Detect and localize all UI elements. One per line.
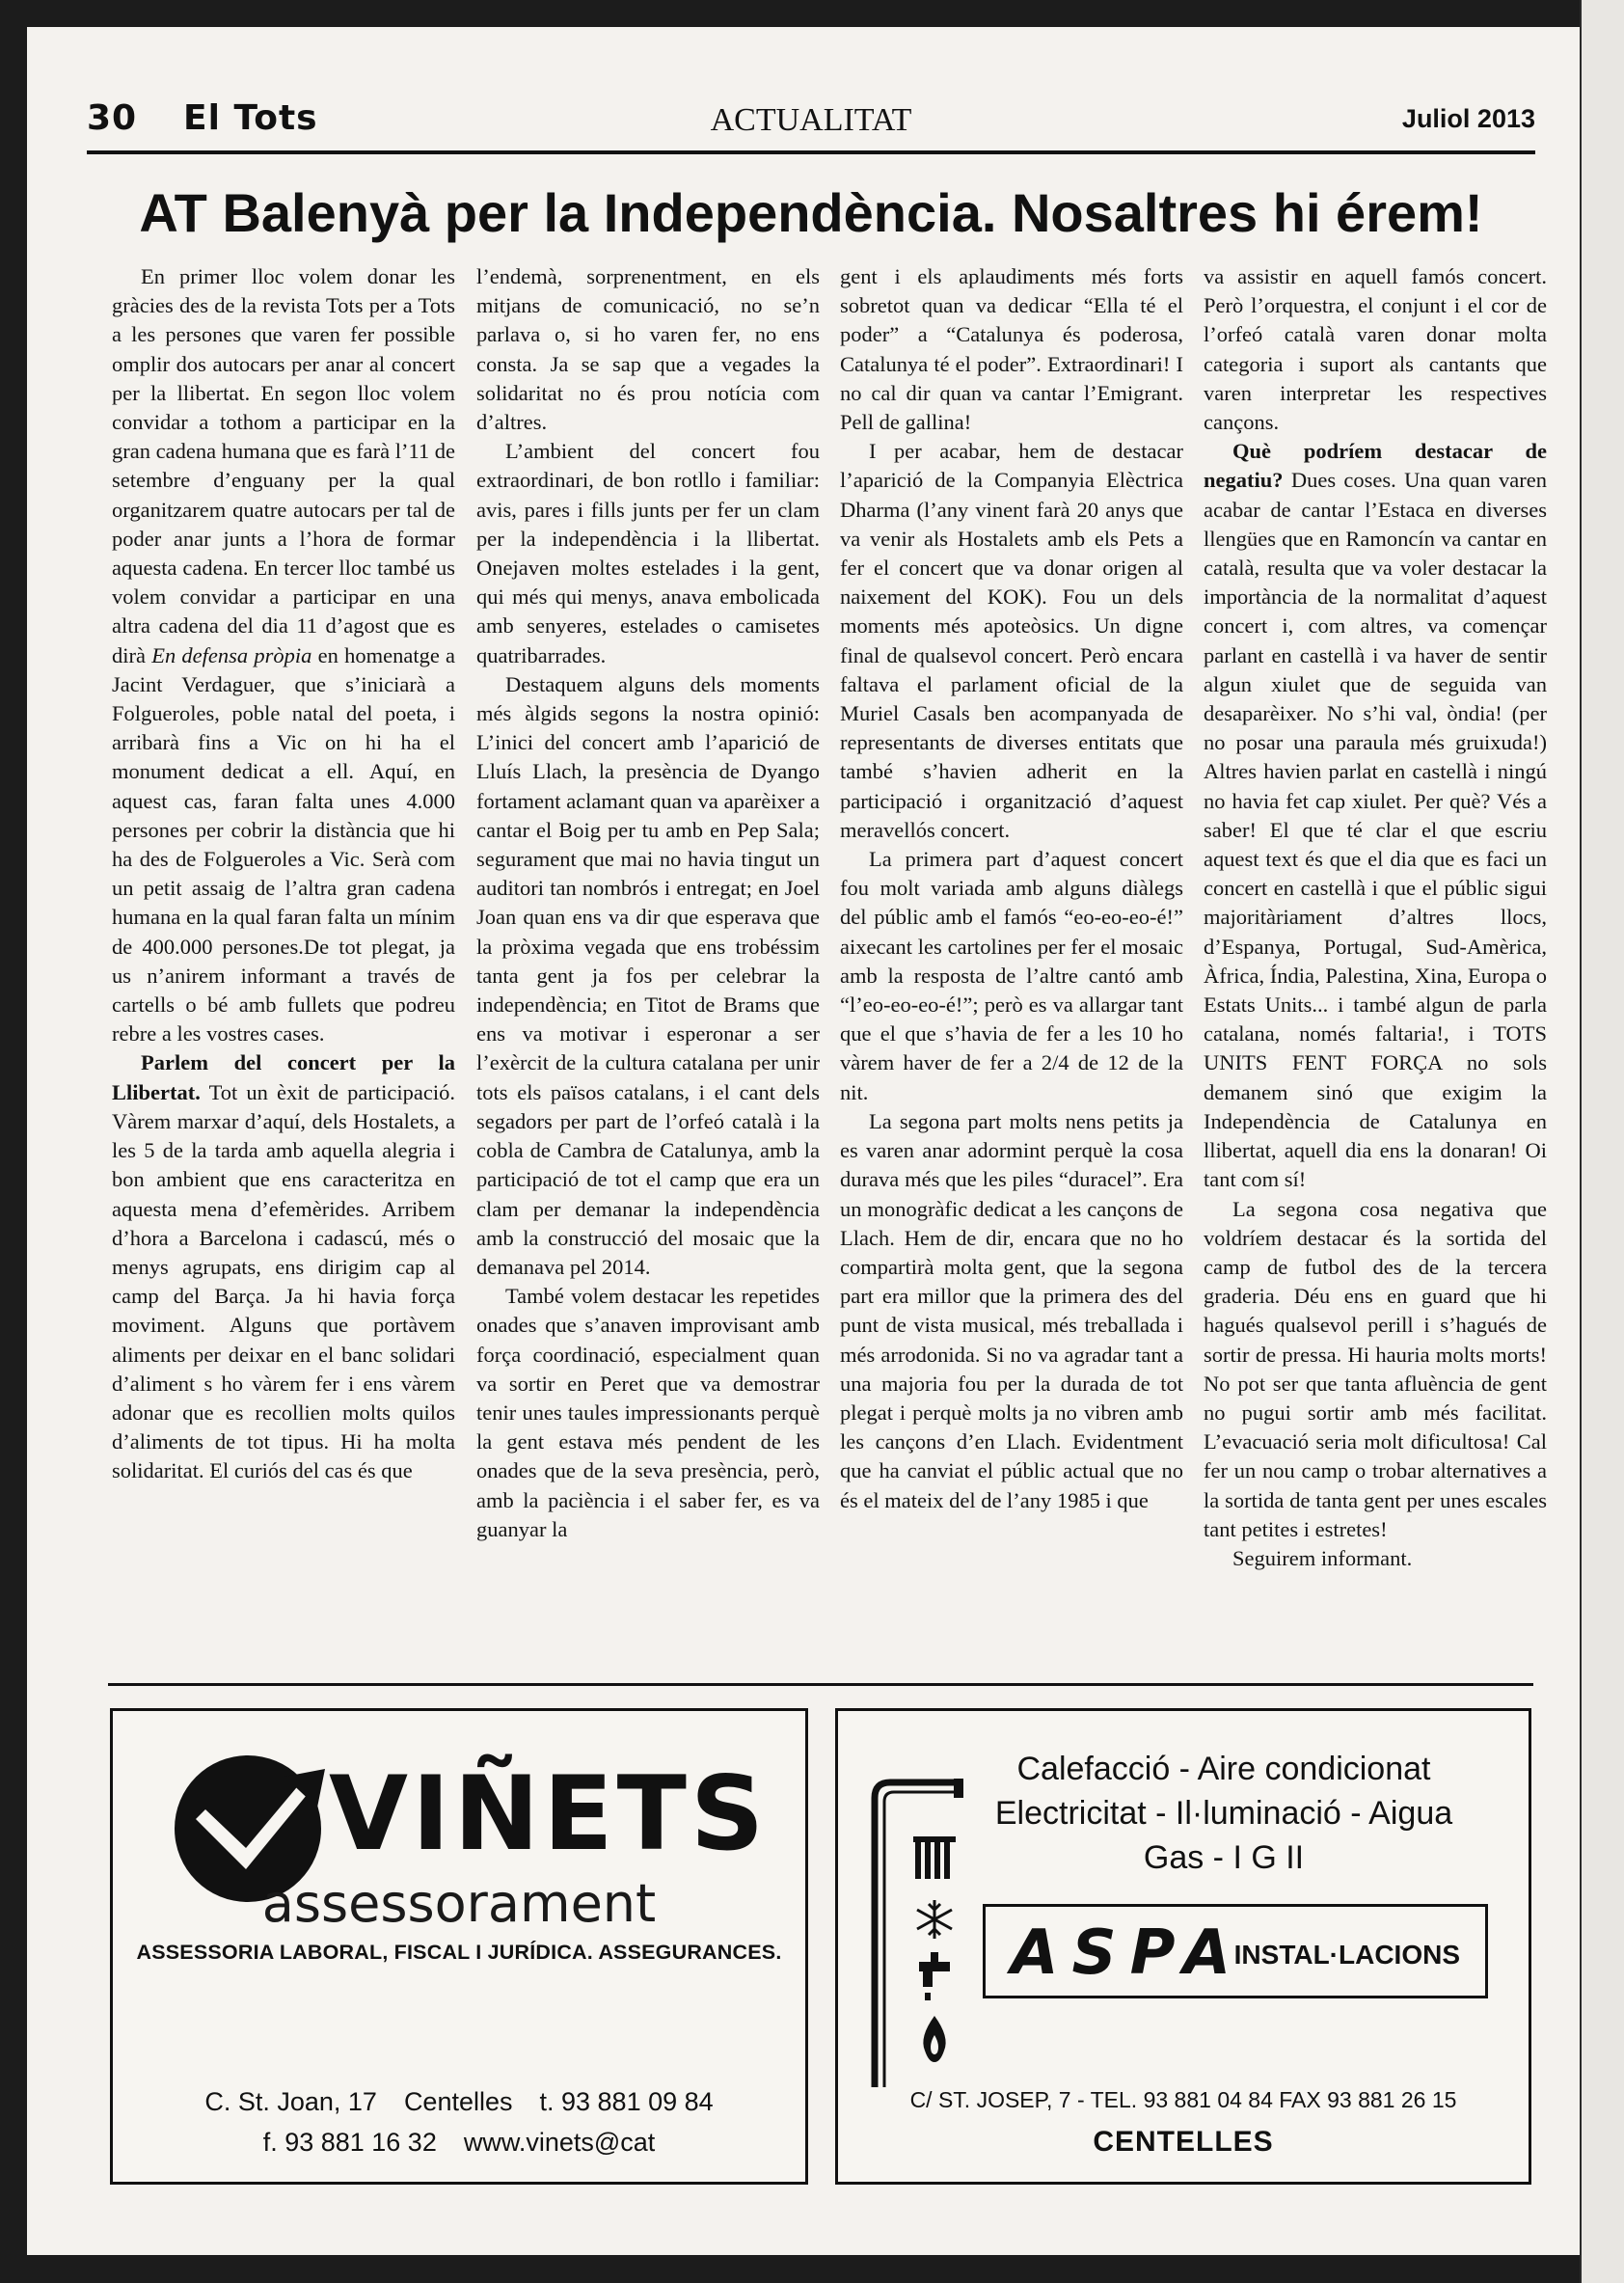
flame-icon [923, 2016, 945, 2062]
radiator-icon [913, 1836, 956, 1879]
paragraph: va assistir en aquell famós concert. Però l’orquestra, el conjunt i el cor de l’orfeó català varen donar molta categoria i suport als cantants que varen interpretar les respectives cançons. [1204, 264, 1547, 435]
vinets-contact-line-2 [113, 2128, 805, 2158]
aspa-brand: ASPA [1011, 1917, 1245, 1989]
article-column-2 [476, 262, 820, 1544]
aspa-advertisement [835, 1708, 1531, 2185]
paragraph: gent i els aplaudiments més forts sobretot quan va dedicar “Ella té el poder” a “Catalunya és poderosa, Catalunya té el poder”. Extraordinari! I no cal dir quan va cantar l’Emigrant. Pell de gallina! [840, 264, 1183, 435]
section-name: ACTUALITAT [710, 102, 912, 138]
lead-in: Parlem del concert per la Llibertat. [112, 1050, 455, 1104]
emphasis: En defensa pròpia [151, 642, 312, 667]
vinets-web: www.vinets@cat [463, 2128, 656, 2157]
page-header [87, 79, 1535, 149]
page-number: 30 [87, 98, 138, 138]
paragraph: Què podríem destacar de negatiu? Dues coses. Una quan varen acabar de cantar l’Estaca en diverses llengües que en Ramoncín va cantar en català, resulta que va voler destacar la importància de la normalitat d’aquest concert i, com altres, va començar parlant en castellà i va haver de sentir algun xiulet que de seguida van desaparèixer. No s’hi val, òndia! (per no posar una paraula més gruixuda!) Altres havien parlat en castellà i ningú no havia fet cap xiulet. Per què? Vés a saber! El que té clar el que escriu aquest text és que el dia que es faci un concert en castellà i que el públic sigui majoritàriament d’altres llocs, d’Espanya, Portugal, Sud-Amèrica, Àfrica, Índia, Palestina, Xina, Europa o Estats Units... i també algun de parla catalana, només faltaria!, i TOTS UNITS FENT FORÇA no sols demanem sinó que exigim la Independència de Catalunya en llibertat, aquell dia ens la donaran! Oi tant com sí! [1204, 439, 1547, 1192]
faucet-icon [919, 1952, 950, 2000]
vinets-fax: f. 93 881 16 32 [262, 2128, 437, 2157]
paragraph: Destaquem alguns dels moments més àlgids segons la nostra opinió: L’inici del concert amb l’aparició de Lluís Llach, la presència de Dyango fortament aclamant quan va aparèixer a cantar el Boig per tu amb en Pep Sala; segurament que mai no havia tingut un auditori tan nombrós i entregat; en Joel Joan quan ens va dir que esperava que la pròxima vegada que ens trobéssim tanta gent ja fos per celebrar la independència; en Titot de Brams que ens va motivar i esperonar a ser l’exèrcit de la cultura catalana per unir tots els països catalans, i el cant dels segadors per part de l’orfeó català i la cobla de Cambra de Catalunya, amb la participació de tot el camp que era un clam per demanar la independència amb la construcció del mosaic que la demanava pel 2014. [476, 671, 820, 1279]
aspa-address: C/ ST. JOSEP, 7 - TEL. 93 881 04 84 FAX 93 881 26 15 [909, 2087, 1457, 2112]
vinets-contact-line-1 [113, 2087, 805, 2117]
paragraph: La segona cosa negativa que voldríem destacar és la sortida del camp de futbol des de la tercera graderia. Déu ens en guard que hi hagués qualsevol perill i s’hagués de sortir de pressa. Hi hauria molts morts! No pot ser que tanta afluència de gent no pugui sortir amb més facilitat. L’evacuació seria molt dificultosa! Cal fer un nou camp o trobar alternatives a la sortida de tanta gent per unes escales tant petites i estretes! [1204, 1196, 1547, 1541]
vinets-town: Centelles [403, 2087, 513, 2116]
issue-date: Juliol 2013 [1401, 104, 1535, 133]
paragraph: En primer lloc volem donar les gràcies des de la revista Tots per a Tots a les persones que varen fer possible omplir dos autocars per anar al concert per la llibertat. En segon lloc volem convidar a tothom a participar en la gran cadena humana que es farà l’11 de setembre d’enguany per la qual organitzarem quatre autocars per tal de poder anar junts a l’hora de formar aquesta cadena. En tercer lloc també us volem convidar a participar en una altra cadena del dia 11 d’agost que es dirà En defensa pròpia en homenatge a Jacint Verdaguer, que s’iniciarà a Folgueroles, poble natal del poeta, i arribarà fins a Vic on hi ha el monument dedicat a ell. Aquí, en aquest cas, faran falta unes 4.000 persones per cobrir la distància que hi ha des de Folgueroles a Vic. Serà com un petit assaig de l’altra gran cadena humana en la qual faran falta un mínim de 400.000 persones.De tot plegat, ja us n’anirem informant a través de cartells o bé amb fullets que podreu rebre a les vostres cases. [112, 264, 456, 1046]
vinets-phone: t. 93 881 09 84 [539, 2087, 714, 2116]
vinets-advertisement [110, 1708, 808, 2185]
vinets-subtitle: assessorament [261, 1873, 657, 1934]
paragraph: l’endemà, sorprenentment, en els mitjans de comunicació, no se’n parlava o, si ho varen fer, no ens consta. Ja se sap que a vegades la solidaritat no és prou notícia com d’altres. [476, 264, 820, 435]
article-column-3 [840, 262, 1183, 1515]
ads-divider-rule [108, 1683, 1533, 1686]
aspa-brand-subtitle: INSTAL·LACIONS [1233, 1940, 1460, 1970]
paragraph: La primera part d’aquest concert fou molt variada amb alguns diàlegs del públic amb el famós “eo-eo-eo-é!” aixecant les cartolines per fer el mosaic amb la resposta de l’altre cantó amb “l’eo-eo-eo-é!”; però es va allargar tant que el que s’havia de fer a les 10 ho vàrem haver de fer a 2/4 de 12 de la nit. [840, 847, 1183, 1104]
aspa-services-line-2: Electricitat - Il·luminació - Aigua [994, 1795, 1453, 1832]
aspa-services-line-1: Calefacció - Aire condicionat [1016, 1751, 1431, 1787]
paragraph: Parlem del concert per la Llibertat. Tot un èxit de participació. Vàrem marxar d’aquí, dels Hostalets, a les 5 de la tarda amb aquella alegria i bon ambient que ens caracteritza en aquesta mena d’efemèrides. Arribem d’hora a Barcelona i cadascú, més o menys agrupats, ens dirigim cap al camp del Barça. Ja hi havia força moviment. Alguns que portàvem aliments per deixar en el banc solidari d’aliment s ho vàrem fer i ens vàrem adonar que es recollien molts quilos d’aliments de tot tipus. Hi ha molta solidaritat. El curiós del cas és que [112, 1050, 455, 1483]
article-title: AT Balenyà per la Independència. Nosaltres hi érem! [139, 182, 1483, 243]
aspa-logo-box [983, 1904, 1488, 1998]
snowflake-icon [917, 1900, 952, 1939]
paragraph: També volem destacar les repetides onades que s’anaven improvisant amb força coordinació, especialment quan va sortir en Peret que va demostrar tenir unes taules impressionants perquè la gent estava més pendent de les onades que de la seva presència, però, amb la paciència i el saber fer, es va guanyar la [476, 1284, 820, 1541]
article-column-1 [112, 262, 455, 1486]
article-column-4 [1204, 262, 1547, 1573]
aspa-town: CENTELLES [1093, 2126, 1274, 2158]
vinets-brand-name: VIÑETS [329, 1754, 769, 1873]
magazine-name: El Tots [183, 98, 318, 138]
adjacent-page-edge [1580, 0, 1624, 2283]
vinets-address: C. St. Joan, 17 [204, 2087, 377, 2116]
sign-off: Seguirem informant. [1232, 1545, 1413, 1570]
header-rule [87, 150, 1535, 154]
aspa-services-line-3: Gas - I G II [1143, 1839, 1305, 1876]
paragraph: L’ambient del concert fou extraordinari, de bon rotllo i familiar: avis, pares i fills junts per fer un clam per la independència i la llibertat. Onejaven moltes estelades i la gent, qui més qui menys, anava embolicada amb senyeres, estelades o camisetes quatribarrades. [476, 439, 820, 667]
paragraph: I per acabar, hem de destacar l’aparició de la Companyia Elèctrica Dharma (l’any vinent farà 20 anys que va venir als Hostalets amb els Pets a fer el concert que va donar origen al naixement del KOK). Fou un dels moments més apoteòsics. Un digne final de qualsevol concert. Però encara faltava el parlament oficial de la Muriel Casals ben acompanyada de representants de diverses entitats que també s’havien adherit en la participació i organització d’aquest meravellós concert. [840, 439, 1183, 842]
paragraph: La segona part molts nens petits ja es varen anar adormint perquè la cosa durava més que les piles “duracel”. Era un monogràfic dedicat a les cançons de Llach. Hem de dir, encara que no ho compartirà molta gent, que la segona part era millor que la primera des del punt de vista musical, més treballada i més arrodonida. Si no va agradar tant a una majoria fou per la durada de tot plegat i perquè molts ja no vibren amb les cançons d’en Llach. Evidentment que ha canviat el públic actual que no és el mateix del de l’any 1985 i que [840, 1108, 1183, 1512]
vinets-services: ASSESSORIA LABORAL, FISCAL I JURÍDICA. ASSEGURANCES. [136, 1941, 782, 1964]
pipe-icon [857, 1779, 973, 2087]
lead-in: Què podríem destacar de negatiu? [1204, 439, 1547, 493]
